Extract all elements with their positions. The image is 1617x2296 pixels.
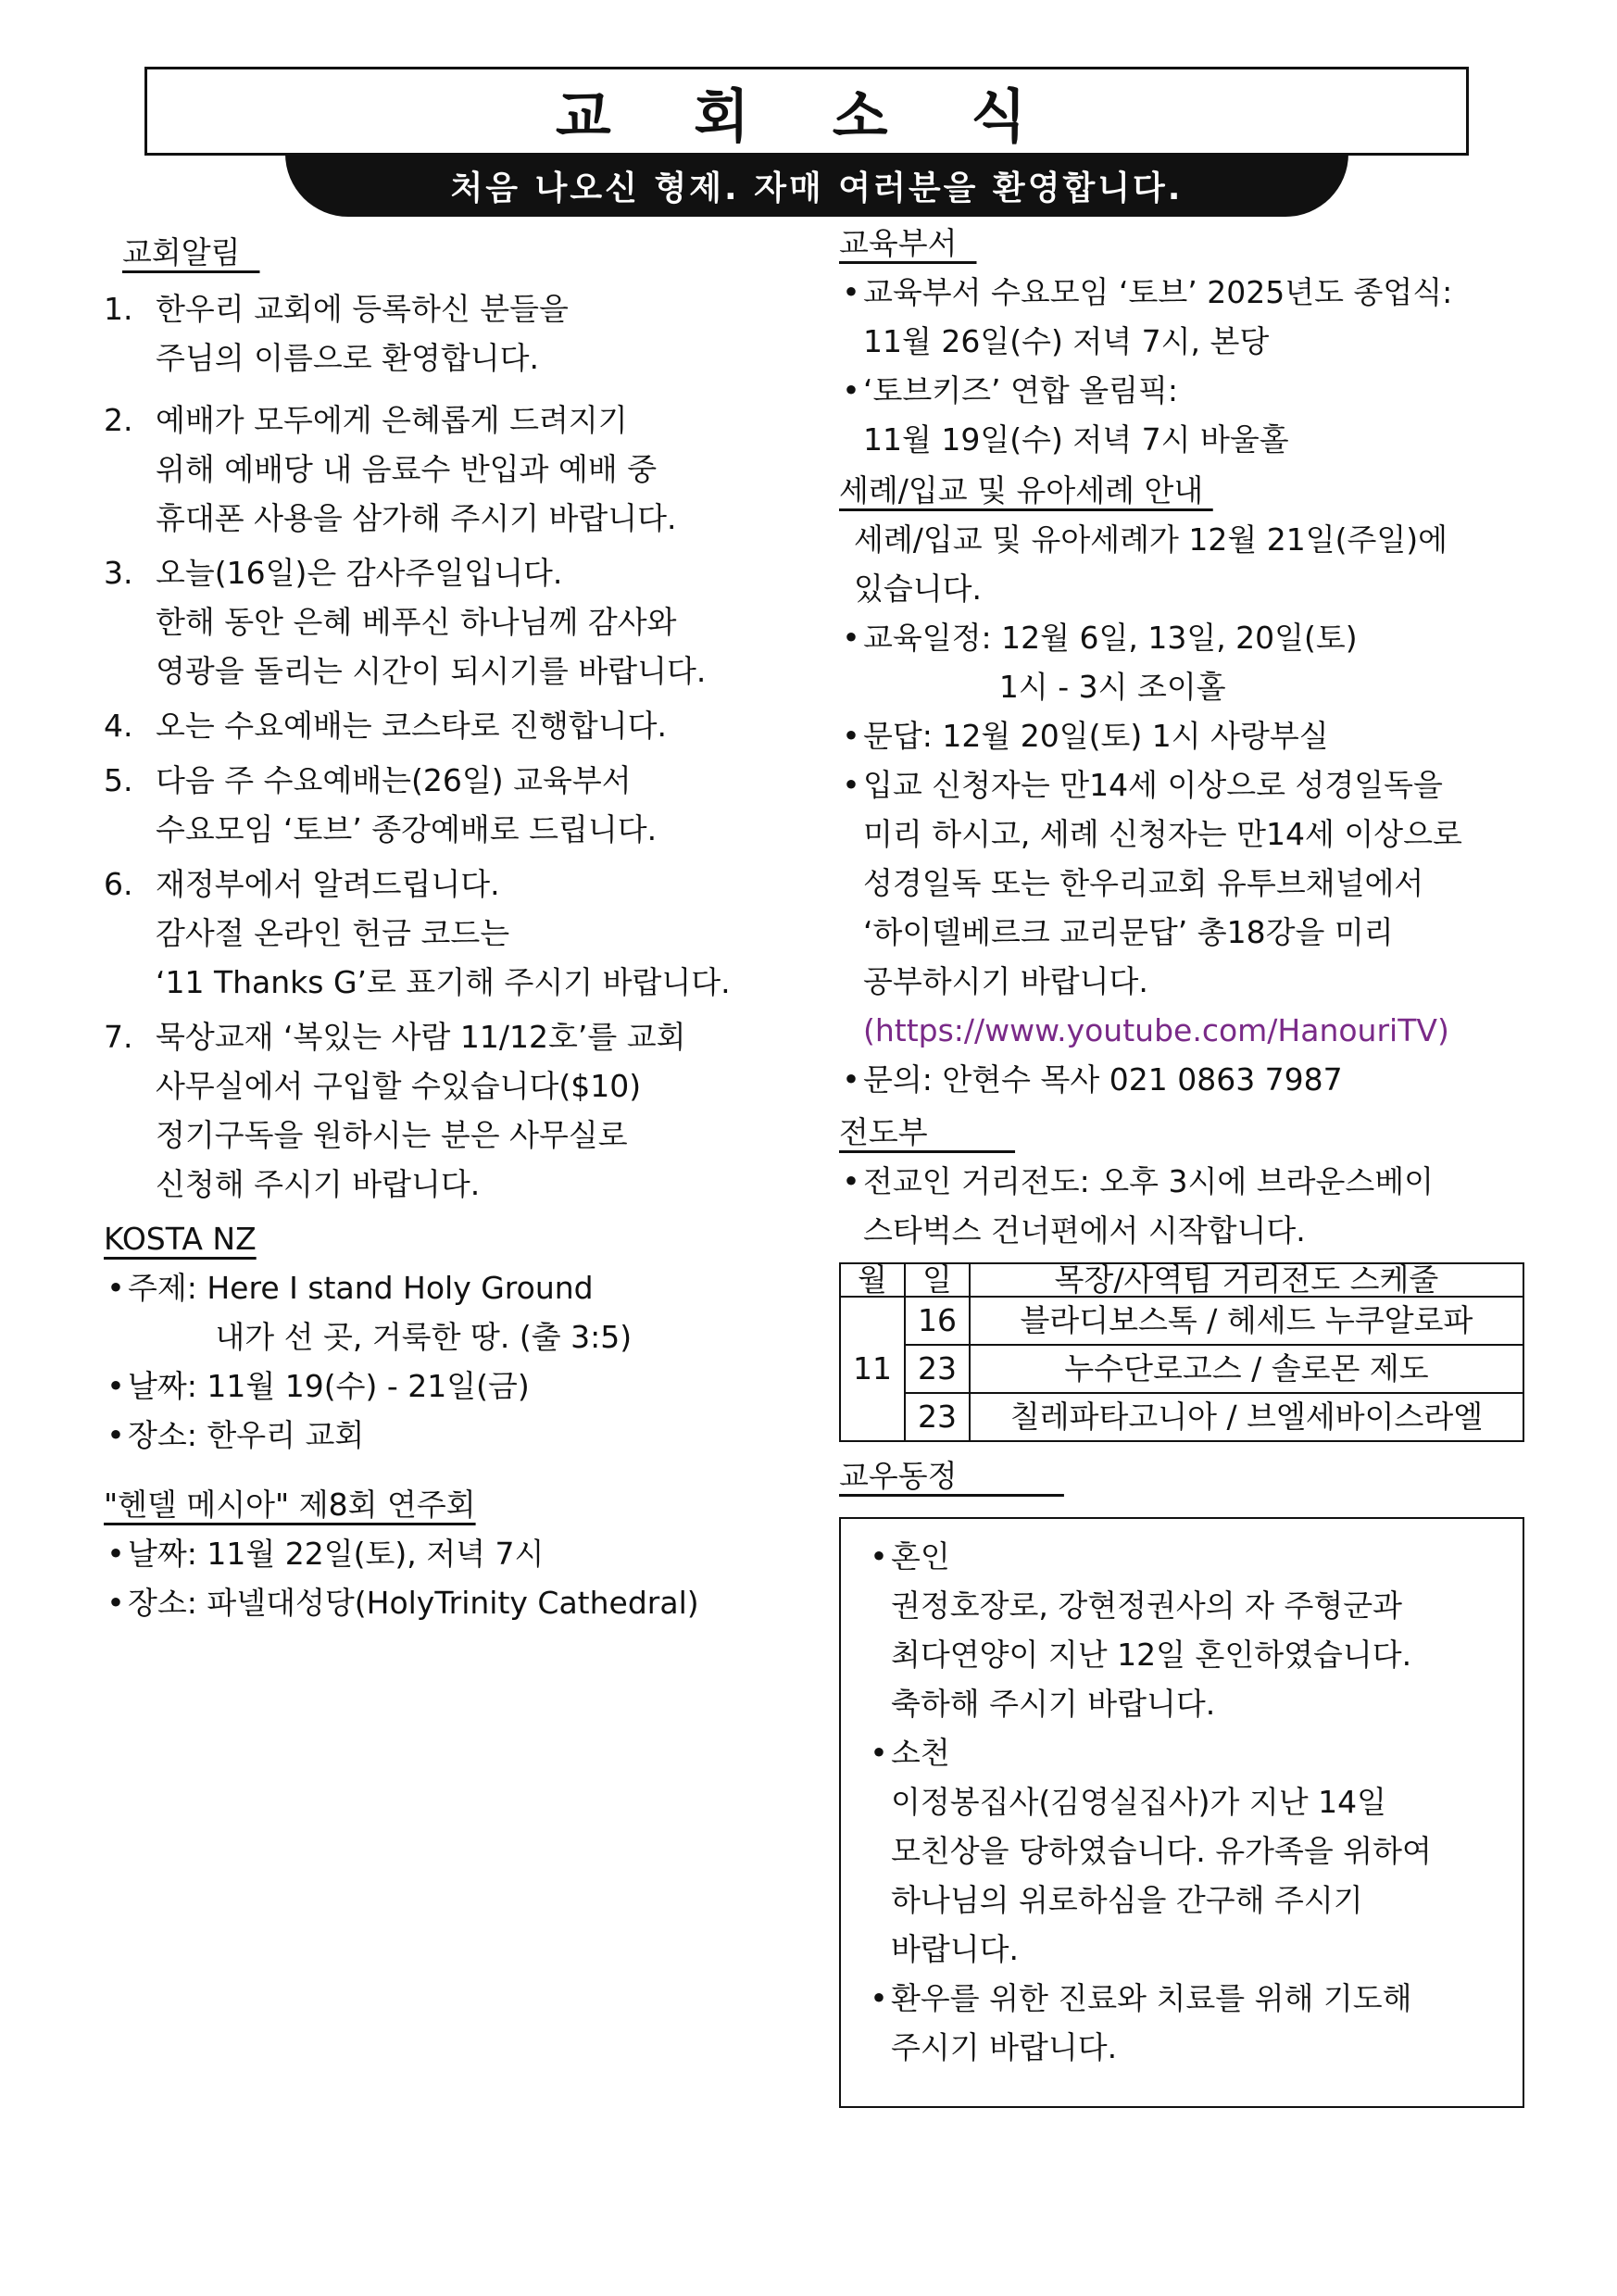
edu-line: ‘토브키즈’ 연합 올림픽: (863, 372, 1178, 408)
baptism-item (839, 760, 1543, 1055)
bullet-icon: • (107, 1368, 125, 1404)
youtube-link[interactable]: (https://www.youtube.com/HanouriTV) (863, 1012, 1449, 1048)
notice-number: 5. (104, 762, 133, 798)
welcome-banner: 처음 나오신 형제. 자매 여러분을 환영합니다. (285, 154, 1348, 217)
edu-heading: 교육부서 (839, 225, 977, 261)
notice-line: 오늘(16일)은 감사주일입니다. (156, 555, 563, 591)
table-row (840, 1297, 1523, 1345)
baptism-contact: 문의: 안현수 목사 021 0863 7987 (863, 1061, 1343, 1098)
notice-line: 정기구독을 원하시는 분은 사무실로 (156, 1117, 628, 1153)
notice-line: ‘11 Thanks G’로 표기해 주시기 바랍니다. (156, 964, 731, 1000)
edu-line: 11월 19일(수) 저녁 7시 바울홀 (863, 421, 1289, 458)
news-line: 최다연양이 지난 12일 혼인하였습니다. (891, 1637, 1412, 1673)
bullet-icon: • (842, 274, 860, 310)
notice-item (104, 395, 808, 543)
news-line: 주시기 바랍니다. (891, 2029, 1118, 2065)
notice-item (104, 1012, 808, 1209)
concert-line: 날짜: 11월 22일(토), 저녁 7시 (128, 1536, 545, 1572)
concert-list (104, 1529, 808, 1627)
notice-line: 영광을 돌리는 시간이 되시기를 바랍니다. (156, 653, 707, 689)
edu-item (839, 366, 1543, 464)
baptism-line: 교육일정: 12월 6일, 13일, 20일(토) (863, 620, 1358, 656)
baptism-line: 성경일독 또는 한우리교회 유투브채널에서 (863, 865, 1424, 901)
bullet-icon: • (870, 1980, 888, 2016)
baptism-item (839, 711, 1543, 760)
table-header-row (840, 1263, 1523, 1297)
notice-line: 주님의 이름으로 환영합니다. (156, 340, 540, 376)
notice-line: 한우리 교회에 등록하신 분들을 (156, 291, 569, 327)
evangel-line: 스타벅스 건너편에서 시작합니다. (863, 1212, 1306, 1248)
baptism-list (839, 613, 1543, 1104)
notice-number: 2. (104, 402, 133, 438)
concert-line: 장소: 파넬대성당(HolyTrinity Cathedral) (128, 1585, 699, 1621)
notice-line: 감사절 온라인 헌금 코드는 (156, 915, 510, 951)
notice-line: 묵상교재 ‘복있는 사람 11/12호’를 교회 (156, 1019, 686, 1055)
bullet-icon: • (842, 620, 860, 656)
notice-line: 신청해 주시기 바랍니다. (156, 1166, 481, 1202)
bullet-icon: • (870, 1735, 888, 1771)
evangel-list (839, 1157, 1543, 1255)
notices-list (104, 284, 808, 1209)
news-title: 소천 (891, 1735, 950, 1771)
notice-number: 6. (104, 866, 133, 902)
baptism-line: ‘하이델베르크 교리문답’ 총18강을 미리 (863, 914, 1394, 950)
news-box (839, 1517, 1524, 2108)
bullet-icon: • (842, 1061, 860, 1098)
notice-number: 7. (104, 1019, 133, 1055)
notice-number: 3. (104, 555, 133, 591)
news-line: 축하해 주시기 바랍니다. (891, 1686, 1216, 1722)
notice-number: 1. (104, 291, 133, 327)
notice-item (104, 756, 808, 854)
concert-item (104, 1578, 808, 1627)
news-title: 혼인 (891, 1538, 950, 1575)
baptism-item (839, 613, 1543, 711)
kosta-line: 내가 선 곳, 거룩한 땅. (출 3:5) (128, 1319, 633, 1355)
notice-line: 한해 동안 은혜 베푸신 하나님께 감사와 (156, 604, 677, 640)
evangel-heading: 전도부 (839, 1114, 1016, 1150)
news-line: 환우를 위한 진료와 치료를 위해 기도해 (891, 1980, 1412, 2016)
team-cell: 칠레파타고니아 / 브엘세바이스라엘 (970, 1393, 1523, 1441)
baptism-intro-line: 세례/입교 및 유아세례가 12월 21일(주일)에 (854, 521, 1448, 558)
notice-line: 다음 주 수요예배는(26일) 교육부서 (156, 762, 632, 798)
bullet-icon: • (842, 718, 860, 754)
evangel-line: 전교인 거리전도: 오후 3시에 브라운스베이 (863, 1163, 1434, 1199)
kosta-line: 주제: Here I stand Holy Ground (128, 1270, 594, 1306)
news-line: 이정봉집사(김영실집사)가 지난 14일 (891, 1784, 1387, 1820)
notice-line: 사무실에서 구입할 수있습니다($10) (156, 1068, 642, 1104)
notice-line: 수요모임 ‘토브’ 종강예배로 드립니다. (156, 811, 658, 847)
bullet-icon: • (107, 1270, 125, 1306)
baptism-intro (839, 515, 1543, 613)
kosta-line: 장소: 한우리 교회 (128, 1417, 365, 1453)
bullet-icon: • (107, 1417, 125, 1453)
kosta-item (104, 1361, 808, 1411)
news-item (867, 1532, 1506, 1728)
day-cell: 23 (905, 1393, 970, 1441)
bullet-icon: • (107, 1536, 125, 1572)
notice-line: 재정부에서 알려드립니다. (156, 866, 500, 902)
news-heading: 교우동정 (839, 1458, 1064, 1494)
bullet-icon: • (842, 372, 860, 408)
baptism-line: 1시 - 3시 조이홀 (863, 669, 1226, 705)
notice-line: 위해 예배당 내 음료수 반입과 예배 중 (156, 451, 658, 487)
notice-line: 오는 수요예배는 코스타로 진행합니다. (156, 708, 668, 744)
right-column (839, 219, 1543, 2108)
header-team: 목장/사역팀 거리전도 스케줄 (970, 1263, 1523, 1297)
table-row (840, 1393, 1523, 1441)
edu-item (839, 268, 1543, 366)
edu-line: 교육부서 수요모임 ‘토브’ 2025년도 종업식: (863, 274, 1453, 310)
notice-number: 4. (104, 708, 133, 744)
kosta-item (104, 1411, 808, 1460)
news-item (867, 1728, 1506, 1974)
day-cell: 16 (905, 1297, 970, 1345)
news-line: 권정호장로, 강현정권사의 자 주형군과 (891, 1587, 1403, 1624)
header-day: 일 (905, 1263, 970, 1297)
team-cell: 블라디보스톡 / 헤세드 누쿠알로파 (970, 1297, 1523, 1345)
notice-line: 예배가 모두에게 은혜롭게 드려지기 (156, 402, 628, 438)
baptism-intro-line: 있습니다. (854, 571, 983, 607)
kosta-heading: KOSTA NZ (104, 1221, 257, 1257)
day-cell: 23 (905, 1345, 970, 1393)
baptism-item (839, 1055, 1543, 1104)
notice-item (104, 548, 808, 696)
news-item (867, 1974, 1506, 2072)
left-column (104, 228, 808, 1627)
kosta-line: 날짜: 11월 19(수) - 21일(금) (128, 1368, 530, 1404)
kosta-item (104, 1263, 808, 1361)
notice-line: 휴대폰 사용을 삼가해 주시기 바랍니다. (156, 500, 677, 536)
notice-item (104, 701, 808, 750)
edu-line: 11월 26일(수) 저녁 7시, 본당 (863, 323, 1270, 359)
baptism-line: 공부하시기 바랍니다. (863, 963, 1148, 999)
notice-item (104, 859, 808, 1007)
header-month: 월 (840, 1263, 905, 1297)
baptism-line: 문답: 12월 20일(토) 1시 사랑부실 (863, 718, 1329, 754)
kosta-list (104, 1263, 808, 1460)
notice-item (104, 284, 808, 383)
bullet-icon: • (107, 1585, 125, 1621)
bullet-icon: • (842, 767, 860, 803)
table-row (840, 1345, 1523, 1393)
news-line: 모친상을 당하였습니다. 유가족을 위하여 (891, 1833, 1432, 1869)
evangel-schedule-table (839, 1262, 1524, 1442)
baptism-line: 미리 하시고, 세례 신청자는 만14세 이상으로 (863, 816, 1462, 852)
news-line: 하나님의 위로하심을 간구해 주시기 (891, 1882, 1363, 1918)
team-cell: 누수단로고스 / 솔로몬 제도 (970, 1345, 1523, 1393)
page-title: 교 회 소 식 (144, 67, 1469, 156)
concert-heading: "헨델 메시아" 제8회 연주회 (104, 1487, 476, 1523)
baptism-line: 입교 신청자는 만14세 이상으로 성경일독을 (863, 767, 1443, 803)
notices-heading: 교회알림 (122, 234, 260, 270)
news-line: 바랍니다. (891, 1931, 1020, 1967)
evangel-item (839, 1157, 1543, 1255)
baptism-heading: 세례/입교 및 유아세례 안내 (839, 472, 1213, 508)
bullet-icon: • (842, 1163, 860, 1199)
edu-list (839, 268, 1543, 464)
month-cell: 11 (840, 1297, 905, 1441)
concert-item (104, 1529, 808, 1578)
bullet-icon: • (870, 1538, 888, 1575)
